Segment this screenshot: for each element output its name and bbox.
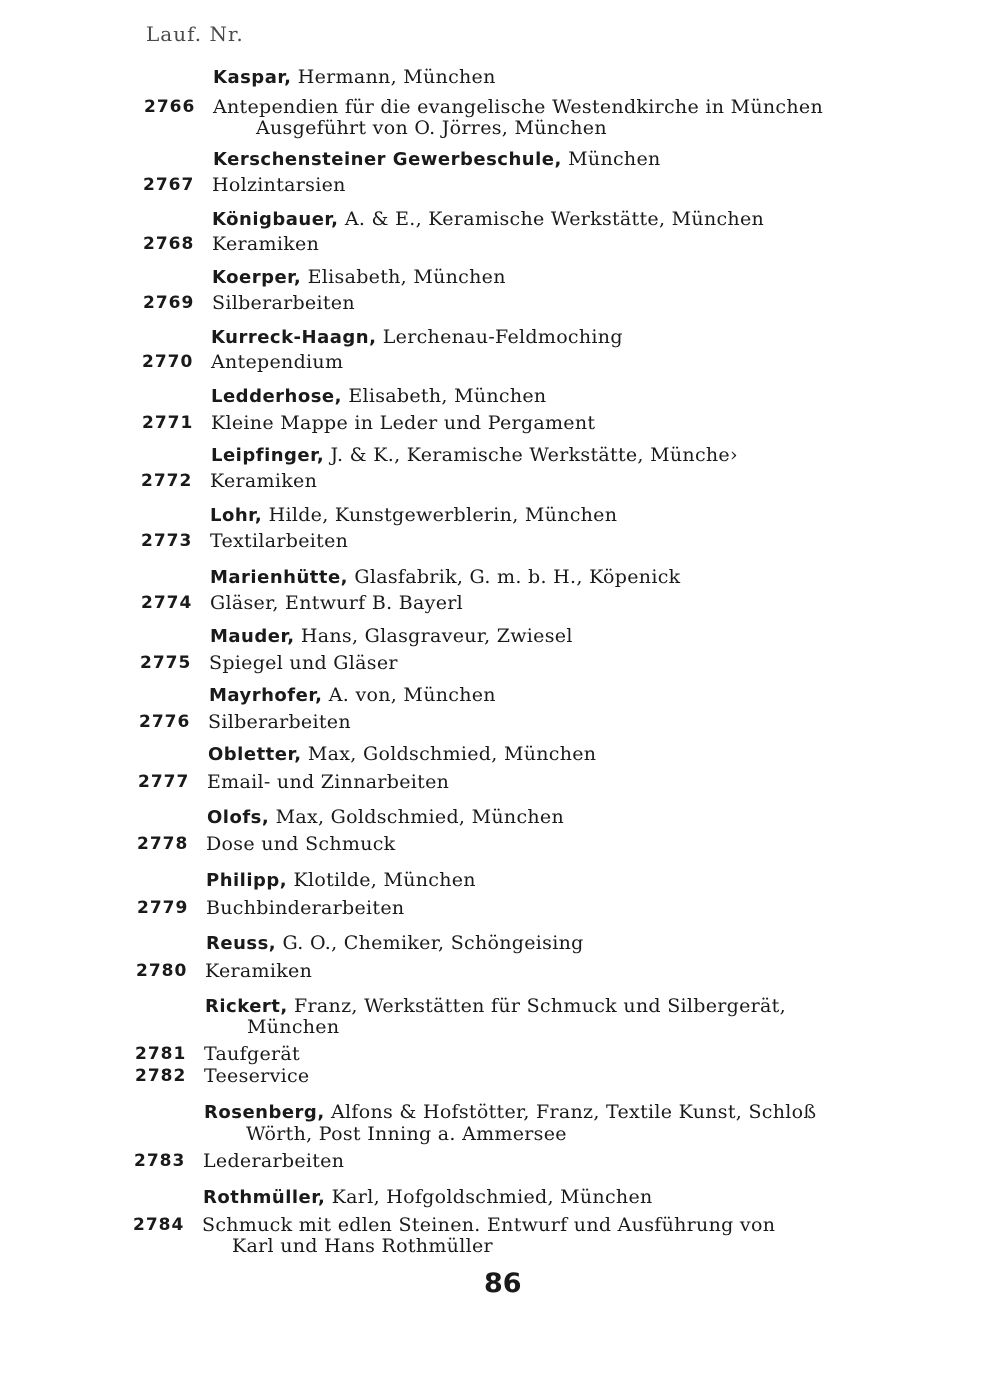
item-description: Email- und Zinnarbeiten [207, 771, 450, 793]
item-description: Taufgerät [204, 1043, 300, 1065]
item-number: 2778 [137, 834, 189, 854]
entry-details: A. & E., Keramische Werkstätte, München [338, 208, 765, 230]
item-number: 2782 [135, 1066, 187, 1086]
entry-name: Reuss, [206, 933, 277, 954]
entry-details: Hilde, Kunstgewerblerin, München [262, 504, 618, 526]
item-description: Schmuck mit edlen Steinen. Entwurf und Ausführung von [202, 1214, 776, 1236]
item-number: 2777 [138, 772, 190, 792]
entry-details: Glasfabrik, G. m. b. H., Köpenick [348, 566, 681, 588]
item-continuation: Ausgeführt von O. Jörres, München [256, 117, 607, 139]
item-number: 2774 [141, 593, 193, 613]
page-number: 86 [484, 1268, 522, 1299]
entry-continuation: Wörth, Post Inning a. Ammersee [246, 1123, 567, 1145]
entry-details: Elisabeth, München [341, 385, 547, 407]
entry-heading [213, 66, 496, 88]
entry-heading [210, 566, 680, 588]
item-description: Silberarbeiten [212, 292, 355, 314]
entry-details: Hans, Glasgraveur, Zwiesel [294, 625, 573, 647]
item-description: Silberarbeiten [208, 711, 351, 733]
entry-heading [206, 932, 584, 954]
item-number: 2768 [143, 234, 195, 254]
entry-name: Rickert, [205, 996, 288, 1017]
entry-name: Königbauer, [212, 209, 339, 230]
entry-name: Marienhütte, [210, 567, 349, 588]
entry-name: Olofs, [207, 807, 270, 828]
entry-details: Max, Goldschmied, München [301, 743, 597, 765]
entry-heading [206, 869, 476, 891]
entry-details: Karl, Hofgoldschmied, München [325, 1186, 653, 1208]
entry-details: Hermann, München [291, 66, 496, 88]
entry-heading [203, 1186, 653, 1208]
entry-name: Philipp, [206, 870, 288, 891]
entry-heading [210, 625, 573, 647]
item-description: Holzintarsien [212, 174, 346, 196]
item-number: 2772 [141, 471, 193, 491]
item-number: 2776 [139, 712, 191, 732]
entry-details: G. O., Chemiker, Schöngeising [276, 932, 584, 954]
entry-details: A. von, München [322, 684, 496, 706]
entry-heading [207, 806, 564, 828]
item-description: Teeservice [204, 1065, 310, 1087]
entry-name: Kurreck-Haagn, [211, 327, 377, 348]
entry-heading [205, 995, 786, 1017]
entry-details: Elisabeth, München [301, 266, 506, 288]
entry-details: München [561, 148, 661, 170]
item-description: Gläser, Entwurf B. Bayerl [210, 592, 464, 614]
item-number: 2784 [133, 1215, 185, 1235]
entry-name: Rosenberg, [204, 1102, 325, 1123]
item-number: 2771 [142, 413, 194, 433]
entry-heading [211, 326, 623, 348]
entry-name: Mayrhofer, [209, 685, 323, 706]
entry-details: Lerchenau-Feldmoching [376, 326, 623, 348]
item-number: 2780 [136, 961, 188, 981]
entry-details: Franz, Werkstätten für Schmuck und Silbergerät, [287, 995, 786, 1017]
item-description: Antependien für die evangelische Westendkirche in München [213, 96, 823, 118]
entry-name: Koerper, [212, 267, 302, 288]
entry-name: Rothmüller, [203, 1187, 326, 1208]
entry-details: Max, Goldschmied, München [269, 806, 565, 828]
entry-details: Alfons & Hofstötter, Franz, Textile Kunst, Schloß [324, 1101, 817, 1123]
entry-details: Klotilde, München [287, 869, 476, 891]
entry-name: Lohr, [210, 505, 263, 526]
item-description: Lederarbeiten [203, 1150, 345, 1172]
item-number: 2766 [144, 97, 196, 117]
item-description: Keramiken [210, 470, 318, 492]
entry-heading [209, 684, 496, 706]
entry-heading [210, 504, 617, 526]
entry-heading [208, 743, 596, 765]
item-number: 2773 [141, 531, 193, 551]
entry-heading [204, 1101, 816, 1123]
item-description: Keramiken [212, 233, 320, 255]
item-continuation: Karl und Hans Rothmüller [232, 1235, 493, 1257]
entry-name: Leipfinger, [211, 445, 325, 466]
column-header: Lauf. Nr. [146, 22, 244, 46]
item-number: 2770 [142, 352, 194, 372]
item-number: 2769 [143, 293, 195, 313]
entry-heading [213, 148, 661, 170]
item-number: 2783 [134, 1151, 186, 1171]
item-description: Antependium [211, 351, 344, 373]
entry-name: Kerschensteiner Gewerbeschule, [213, 149, 562, 170]
item-number: 2779 [137, 898, 189, 918]
entry-name: Ledderhose, [211, 386, 342, 407]
item-description: Kleine Mappe in Leder und Pergament [211, 412, 596, 434]
item-description: Textilarbeiten [210, 530, 349, 552]
entry-name: Kaspar, [213, 67, 292, 88]
entry-heading [211, 385, 546, 407]
item-description: Dose und Schmuck [206, 833, 396, 855]
item-number: 2775 [140, 653, 192, 673]
item-description: Buchbinderarbeiten [206, 897, 405, 919]
item-description: Keramiken [205, 960, 313, 982]
item-number: 2781 [135, 1044, 187, 1064]
entry-name: Obletter, [208, 744, 302, 765]
entry-heading [212, 208, 764, 230]
item-description: Spiegel und Gläser [209, 652, 398, 674]
entry-heading [212, 266, 506, 288]
entry-heading [211, 444, 738, 466]
entry-name: Mauder, [210, 626, 295, 647]
entry-continuation: München [247, 1016, 340, 1038]
entry-details: J. & K., Keramische Werkstätte, Münche› [324, 444, 738, 466]
item-number: 2767 [143, 175, 195, 195]
